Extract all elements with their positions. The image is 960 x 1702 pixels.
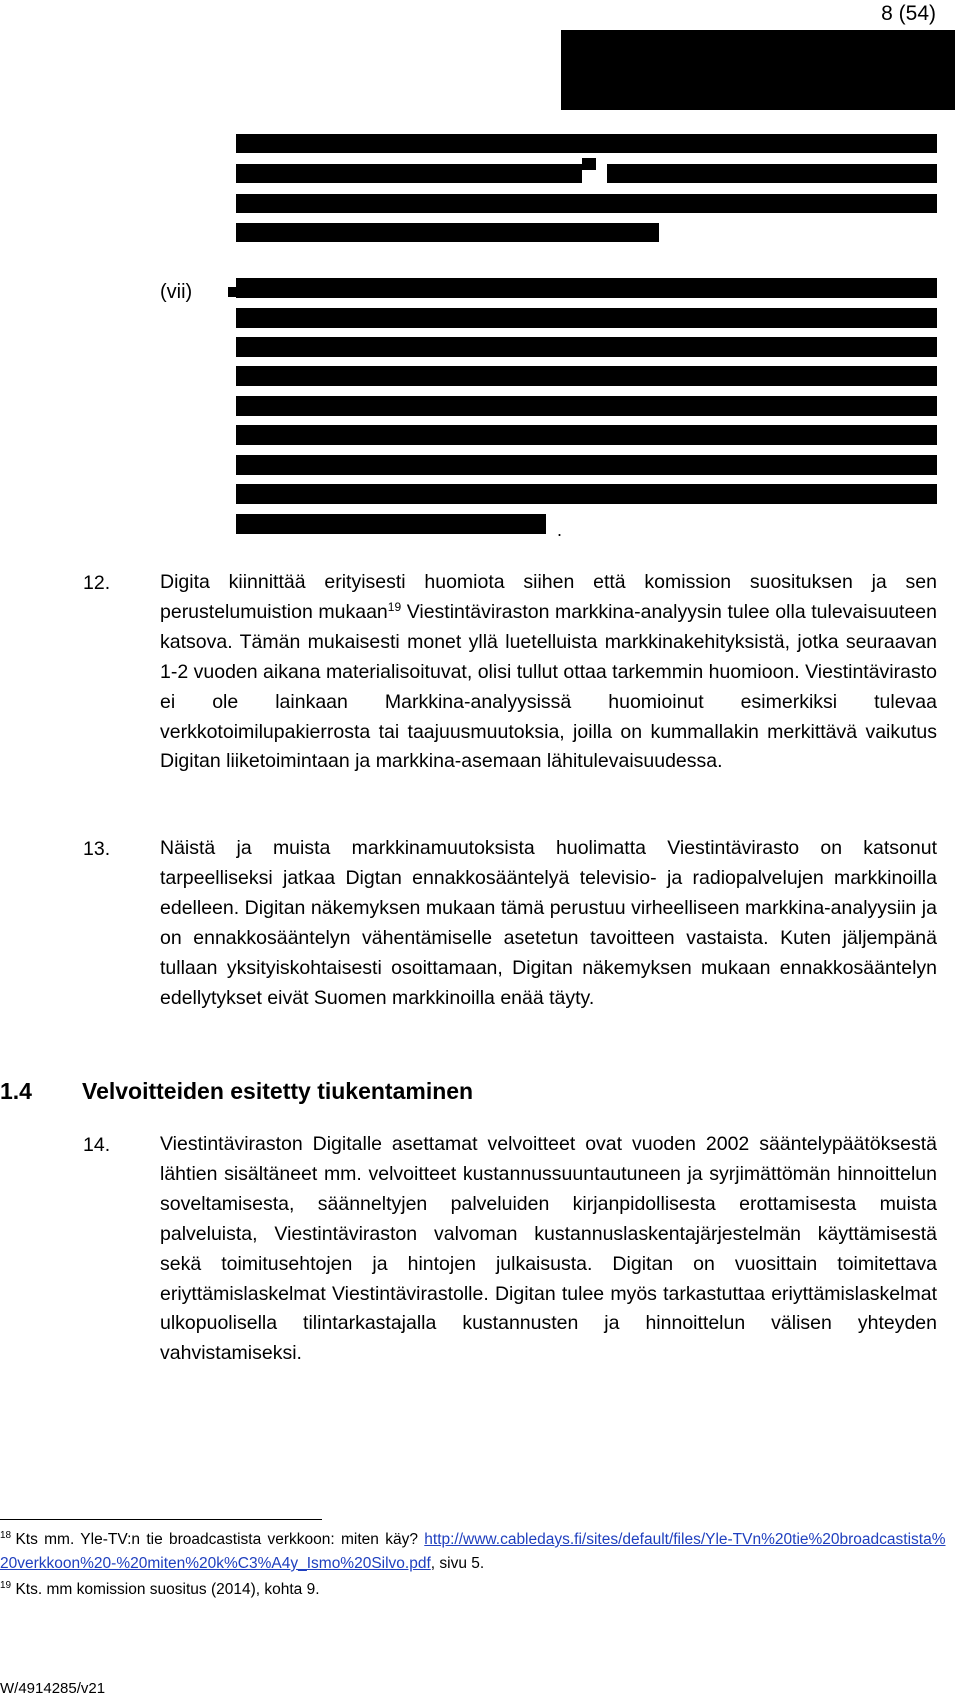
redaction-bar	[236, 484, 937, 504]
footnote-number: 18	[0, 1530, 12, 1541]
page-number: 8 (54)	[881, 2, 936, 25]
list-label-vii: (vii)	[160, 281, 193, 303]
document-id: W/4914285/v21	[0, 1680, 106, 1697]
footnote-reference: 19	[387, 599, 402, 614]
footnote-text: Kts mm. Yle-TV:n tie broadcastista verkkoon: miten käy?	[15, 1531, 425, 1548]
redaction-bar	[236, 194, 937, 213]
footnote-number: 19	[0, 1580, 12, 1591]
redaction-bar	[236, 455, 937, 475]
redaction-bar	[236, 396, 937, 416]
section-heading-number: 1.4	[0, 1078, 32, 1104]
redaction-bar	[236, 308, 937, 328]
redaction-bar	[236, 164, 582, 183]
redaction-bar	[236, 425, 937, 445]
redaction-bar	[236, 337, 937, 357]
redaction-bar	[561, 30, 955, 110]
paragraph-text-part: Viestintäviraston markkina-analyysin tulee olla tulevaisuuteen katsova. Tämän mukaisesti monet yllä luetelluista markkinakehityksistä, jotka seuraavan 1-2 vuoden aikana materialisoituvat, olisi tullut ottaa tarkemmin huomioon. Viestintävirasto ei ole lainkaan Markkina-analyysissä huomioinut esimerkiksi tulevaa verkkotoimilupakierrosta tai taajuusmuutoksia, joilla on kummallakin merkittävä vaikutus Digitan liiketoimintaan ja markkina-asemaan lähitulevaisuudessa.	[160, 600, 937, 773]
footnote-link[interactable]: http://www.cabledays.fi/sites/default/files/Yle-TVn%20tie%20broadcastista%20verkkoon%20-%20miten%20k%C3%A4y_Ismo%20Silvo.pdf	[0, 1531, 946, 1572]
paragraph-text-part: Digita kiinnittää erityisesti huomiota siihen että komission suosituksen ja sen perustelumuistion mukaan	[160, 571, 937, 623]
redaction-bar	[236, 366, 937, 386]
paragraph-12-text	[160, 568, 937, 777]
footnote-text: , sivu 5.	[430, 1555, 485, 1572]
footnote-19	[0, 1578, 946, 1602]
redaction-bar	[236, 278, 937, 298]
paragraph-14-text: Viestintäviraston Digitalle asettamat velvoitteet ovat vuoden 2002 sääntelypäätöksestä lähtien sisältäneet mm. velvoitteet kustannussuuntautuneen ja syrjimättömän hinnoittelun soveltamisesta, säänneltyjen palveluiden kirjanpidollisesta erottamisesta muista palveluista, Viestintäviraston valvoman kustannuslaskentajärjestelmän käyttämisestä sekä toimitusehtojen ja hintojen julkaisusta. Digitan on vuosittain toimitettava eriyttämislaskelmat Viestintävirastolle. Digitan tulee myös tarkastuttaa eriyttämislaskelmat ulkopuolisella tilintarkastajalla kustannusten ja hinnoittelun välisen yhteyden vahvistamiseksi.	[160, 1133, 937, 1365]
redaction-bar	[582, 158, 596, 170]
redaction-bar	[236, 134, 937, 153]
paragraph-number: 13.	[83, 838, 111, 860]
redaction-bar	[236, 514, 546, 534]
section-heading-title: Velvoitteiden esitetty tiukentaminen	[82, 1078, 474, 1104]
footnote-18	[0, 1528, 946, 1576]
paragraph-13-text: Näistä ja muista markkinamuutoksista huolimatta Viestintävirasto on katsonut tarpeelliseksi jatkaa Digtan ennakkosääntelyä televisio- ja radiopalvelujen markkinoilla edelleen. Digitan näkemyksen mukaan tämä perustuu virheelliseen markkina-analyysiin ja on ennakkosääntelyn vähentämiselle asetetun tavoitteen vastaista. Kuten jäljempänä tullaan yksityiskohtaisesti osoittamaan, Digitan näkemyksen mukaan ennakkosääntelyn edellytykset eivät Suomen markkinoilla enää täyty.	[160, 837, 937, 1009]
paragraph-number: 12.	[83, 572, 111, 594]
footnote-separator	[0, 1519, 322, 1520]
redaction-bar	[607, 164, 937, 183]
redaction-trailing-dot: .	[557, 520, 563, 540]
paragraph-number: 14.	[83, 1134, 111, 1156]
footnote-text: Kts. mm komission suositus (2014), kohta 9.	[15, 1581, 320, 1598]
redaction-bar	[236, 223, 659, 242]
